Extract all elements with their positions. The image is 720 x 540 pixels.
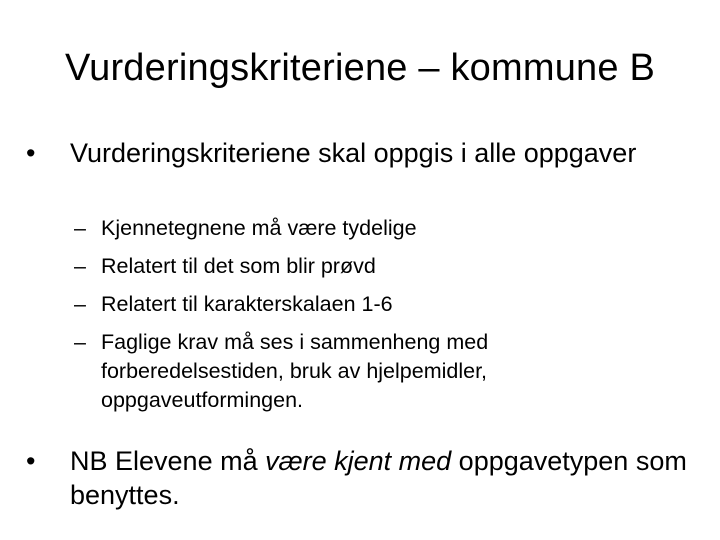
dash-marker: – [74, 254, 86, 278]
bullet-text-part: NB Elevene må [70, 446, 266, 476]
sub-bullet-item [74, 214, 674, 242]
bullet-item [26, 136, 690, 170]
bullet-marker: • [26, 138, 36, 168]
sub-bullet-text: Relatert til karakterskalaen 1-6 [101, 292, 393, 316]
sub-bullet-text: Relatert til det som blir prøvd [101, 254, 376, 278]
bullet-text-emphasis: være kjent med [265, 446, 452, 476]
sub-bullet-text: Kjennetegnene må være tydelige [101, 216, 417, 240]
sub-bullet-list [74, 214, 674, 425]
bullet-text: Vurderingskriteriene skal oppgis i alle oppgaver [70, 138, 637, 168]
dash-marker: – [74, 292, 86, 316]
slide-title: Vurderingskriteriene – kommune B [64, 47, 656, 89]
sub-bullet-item [74, 252, 674, 280]
bullet-text-part: oppgavetypen som benyttes. [70, 446, 687, 510]
sub-bullet-item [74, 290, 674, 318]
sub-bullet-text: Faglige krav må ses i sammenheng med forberedelsestiden, bruk av hjelpemidler, oppgaveutformingen. [101, 330, 489, 412]
bullet-marker: • [26, 446, 36, 476]
bullet-item [26, 444, 690, 512]
sub-bullet-item [74, 328, 674, 415]
dash-marker: – [74, 216, 86, 240]
dash-marker: – [74, 330, 86, 354]
